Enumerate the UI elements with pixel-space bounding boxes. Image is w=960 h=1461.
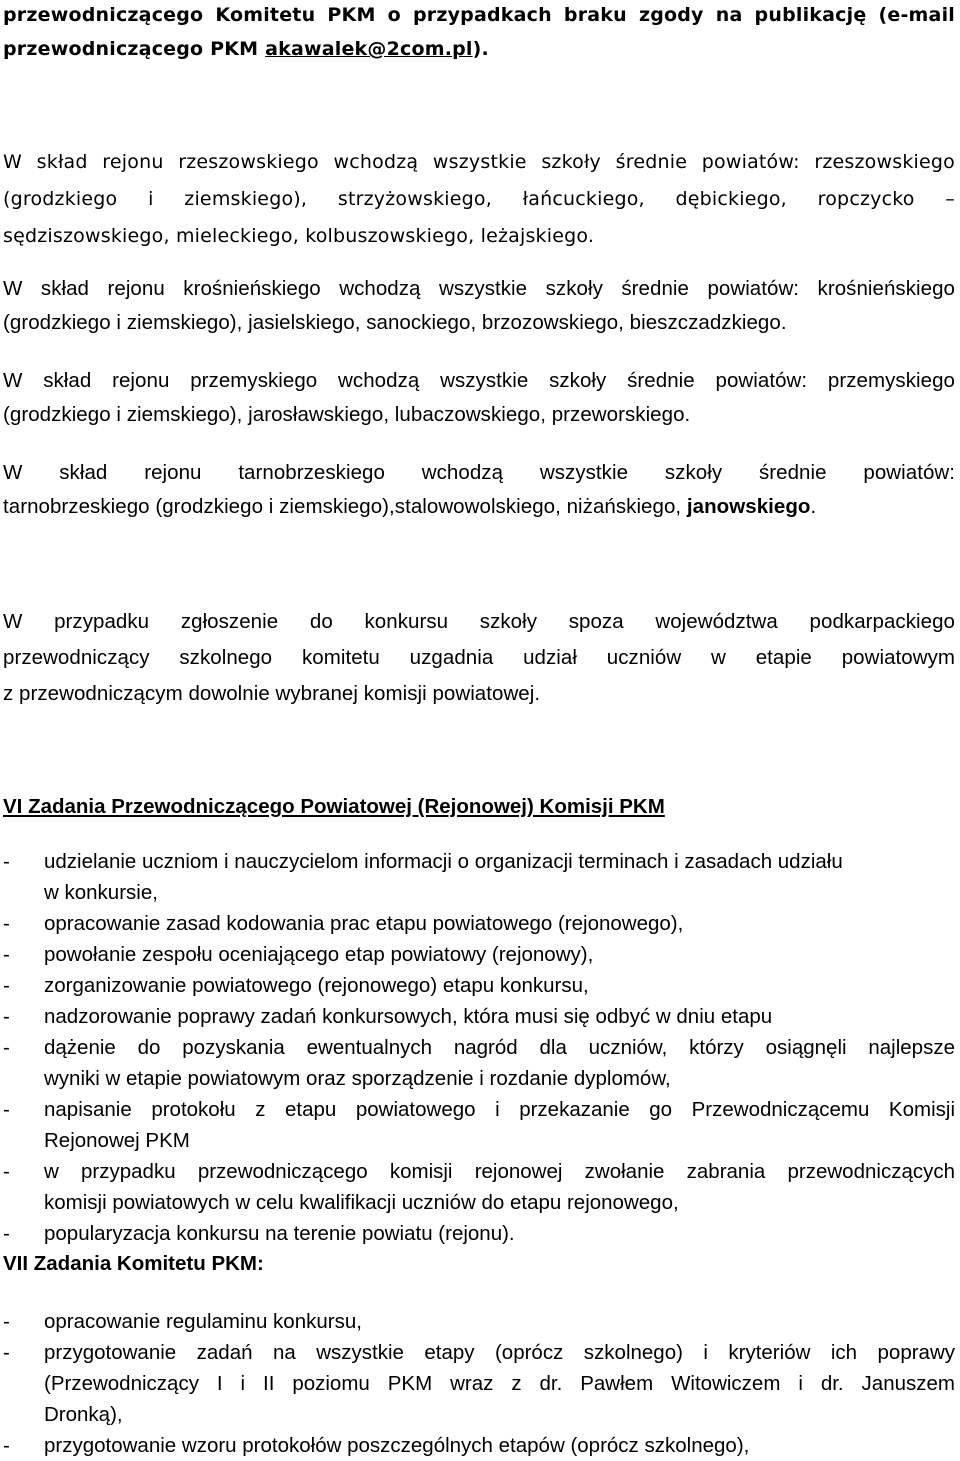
section-7-item-3: [3, 1430, 955, 1461]
section-6-item-5: [3, 1001, 955, 1032]
list-dash: -: [3, 1005, 10, 1028]
section-6-item-2-line-1: opracowanie zasad kodowania prac etapu powiatowego (rejonowego),: [44, 912, 684, 935]
section-6-list: [3, 846, 955, 1249]
section-6-item-2: [3, 908, 955, 939]
rejon-przemyski-line-2: (grodzkiego i ziemskiego), jarosławskiego, lubaczowskiego, przeworskiego.: [3, 403, 691, 426]
section-6-item-4: [3, 970, 955, 1001]
rejon-tarnobrzeski-line-1: W skład rejonu tarnobrzeskiego wchodzą wszystkie szkoły średnie powiatów:: [3, 461, 955, 484]
section-7-item-2: [3, 1337, 955, 1430]
email-link[interactable]: akawalek@2com.pl: [265, 38, 473, 60]
section-7-item-2-line-2: (Przewodniczący I i II poziomu PKM wraz z dr. Pawłem Witowiczem i dr. Januszem: [44, 1372, 955, 1395]
list-dash: -: [3, 1341, 10, 1364]
section-6-item-9-line-1: popularyzacja konkursu na terenie powiatu (rejonu).: [44, 1222, 515, 1245]
rejon-krosnienski-line-1: W skład rejonu krośnieńskiego wchodzą wszystkie szkoły średnie powiatów: krośnieńskiego: [3, 277, 955, 300]
intro-line-1: przewodniczącego Komitetu PKM o przypadkach braku zgody na publikację (e-mail: [3, 4, 955, 26]
rejon-rzeszowski-line-2: (grodzkiego i ziemskiego), strzyżowskiego, łańcuckiego, dębickiego, ropczycko –: [3, 188, 955, 210]
rejon-tarnobrzeski-line-2-suffix: .: [810, 495, 817, 518]
section-6-item-3: [3, 939, 955, 970]
rejon-tarnobrzeski-line-2-prefix: tarnobrzeskiego (grodzkiego i ziemskiego),stalowowolskiego, niżańskiego,: [3, 495, 687, 518]
section-6-item-9: [3, 1218, 955, 1249]
section-7-item-1: [3, 1306, 955, 1337]
list-dash: -: [3, 1434, 10, 1457]
section-6-item-8: [3, 1156, 955, 1218]
section-6-item-6: [3, 1032, 955, 1094]
section-6-item-6-line-2: wyniki w etapie powiatowym oraz sporządzenie i rozdanie dyplomów,: [44, 1067, 671, 1090]
section-6-item-1-line-2: w konkursie,: [44, 881, 158, 904]
rejon-tarnobrzeski-bold-word: janowskiego: [686, 495, 811, 518]
intro-line-2: [3, 32, 955, 66]
section-6-item-4-line-1: zorganizowanie powiatowego (rejonowego) etapu konkursu,: [44, 974, 589, 997]
section-7-list: [3, 1306, 955, 1461]
list-dash: -: [3, 943, 10, 966]
list-dash: -: [3, 1222, 10, 1245]
intro-paragraph: [3, 0, 955, 66]
rejon-przemyski-line-1: W skład rejonu przemyskiego wchodzą wszystkie szkoły średnie powiatów: przemyskiego: [3, 369, 955, 392]
list-dash: -: [3, 1160, 10, 1183]
spoza-line-1: W przypadku zgłoszenie do konkursu szkoły spoza województwa podkarpackiego: [3, 610, 955, 633]
spoza-line-3: z przewodniczącym dowolnie wybranej komisji powiatowej.: [3, 682, 541, 705]
paragraph-rejon-przemyski: [3, 364, 955, 432]
section-6-item-8-line-1: w przypadku przewodniczącego komisji rejonowej zwołanie zabrania przewodniczących: [44, 1160, 955, 1183]
section-7-item-3-line-1: przygotowanie wzoru protokołów poszczególnych etapów (oprócz szkolnego),: [44, 1434, 750, 1457]
rejon-rzeszowski-line-1: W skład rejonu rzeszowskiego wchodzą wszystkie szkoły średnie powiatów: rzeszowskiego: [3, 151, 955, 173]
paragraph-rejon-rzeszowski: [3, 144, 955, 255]
rejon-krosnienski-line-2: (grodzkiego i ziemskiego), jasielskiego, sanockiego, brzozowskiego, bieszczadzkiego.: [3, 311, 787, 334]
section-6-item-1-line-1: udzielanie uczniom i nauczycielom informacji o organizacji terminach i zasadach udziału: [44, 850, 843, 873]
section-6-item-3-line-1: powołanie zespołu oceniającego etap powiatowy (rejonowy),: [44, 943, 594, 966]
rejon-tarnobrzeski-line-2: [3, 490, 955, 524]
section-6-heading: VI Zadania Przewodniczącego Powiatowej (Rejonowej) Komisji PKM: [3, 795, 665, 818]
paragraph-rejon-tarnobrzeski: [3, 456, 955, 524]
paragraph-spoza-wojewodztwa: [3, 604, 955, 712]
section-6-item-7-line-1: napisanie protokołu z etapu powiatowego i przekazanie go Przewodniczącemu Komisji: [44, 1098, 955, 1121]
section-6-item-6-line-1: dążenie do pozyskania ewentualnych nagród dla uczniów, którzy osiągnęli najlepsze: [44, 1036, 955, 1059]
section-7-item-1-line-1: opracowanie regulaminu konkursu,: [44, 1310, 362, 1333]
intro-line-2-prefix: przewodniczącego PKM: [3, 38, 266, 60]
list-dash: -: [3, 1098, 10, 1121]
spoza-line-2: przewodniczący szkolnego komitetu uzgadnia udział uczniów w etapie powiatowym: [3, 646, 955, 669]
list-dash: -: [3, 850, 10, 873]
section-7-heading: VII Zadania Komitetu PKM:: [3, 1252, 264, 1275]
section-6-item-5-line-1: nadzorowanie poprawy zadań konkursowych, która musi się odbyć w dniu etapu: [44, 1005, 773, 1028]
section-6-item-8-line-2: komisji powiatowych w celu kwalifikacji uczniów do etapu rejonowego,: [44, 1191, 679, 1214]
section-6-item-1: [3, 846, 955, 908]
section-6-item-7-line-2: Rejonowej PKM: [44, 1129, 190, 1152]
list-dash: -: [3, 912, 10, 935]
list-dash: -: [3, 1036, 10, 1059]
list-dash: -: [3, 974, 10, 997]
section-7-item-2-line-1: przygotowanie zadań na wszystkie etapy (oprócz szkolnego) i kryteriów ich poprawy: [44, 1341, 955, 1364]
paragraph-rejon-krosnienski: [3, 272, 955, 340]
section-7-item-2-line-3: Dronką),: [44, 1403, 123, 1426]
list-dash: -: [3, 1310, 10, 1333]
rejon-rzeszowski-line-3: sędziszowskiego, mieleckiego, kolbuszowskiego, leżajskiego.: [3, 225, 595, 247]
intro-line-2-suffix: ).: [472, 38, 489, 60]
section-6-item-7: [3, 1094, 955, 1156]
